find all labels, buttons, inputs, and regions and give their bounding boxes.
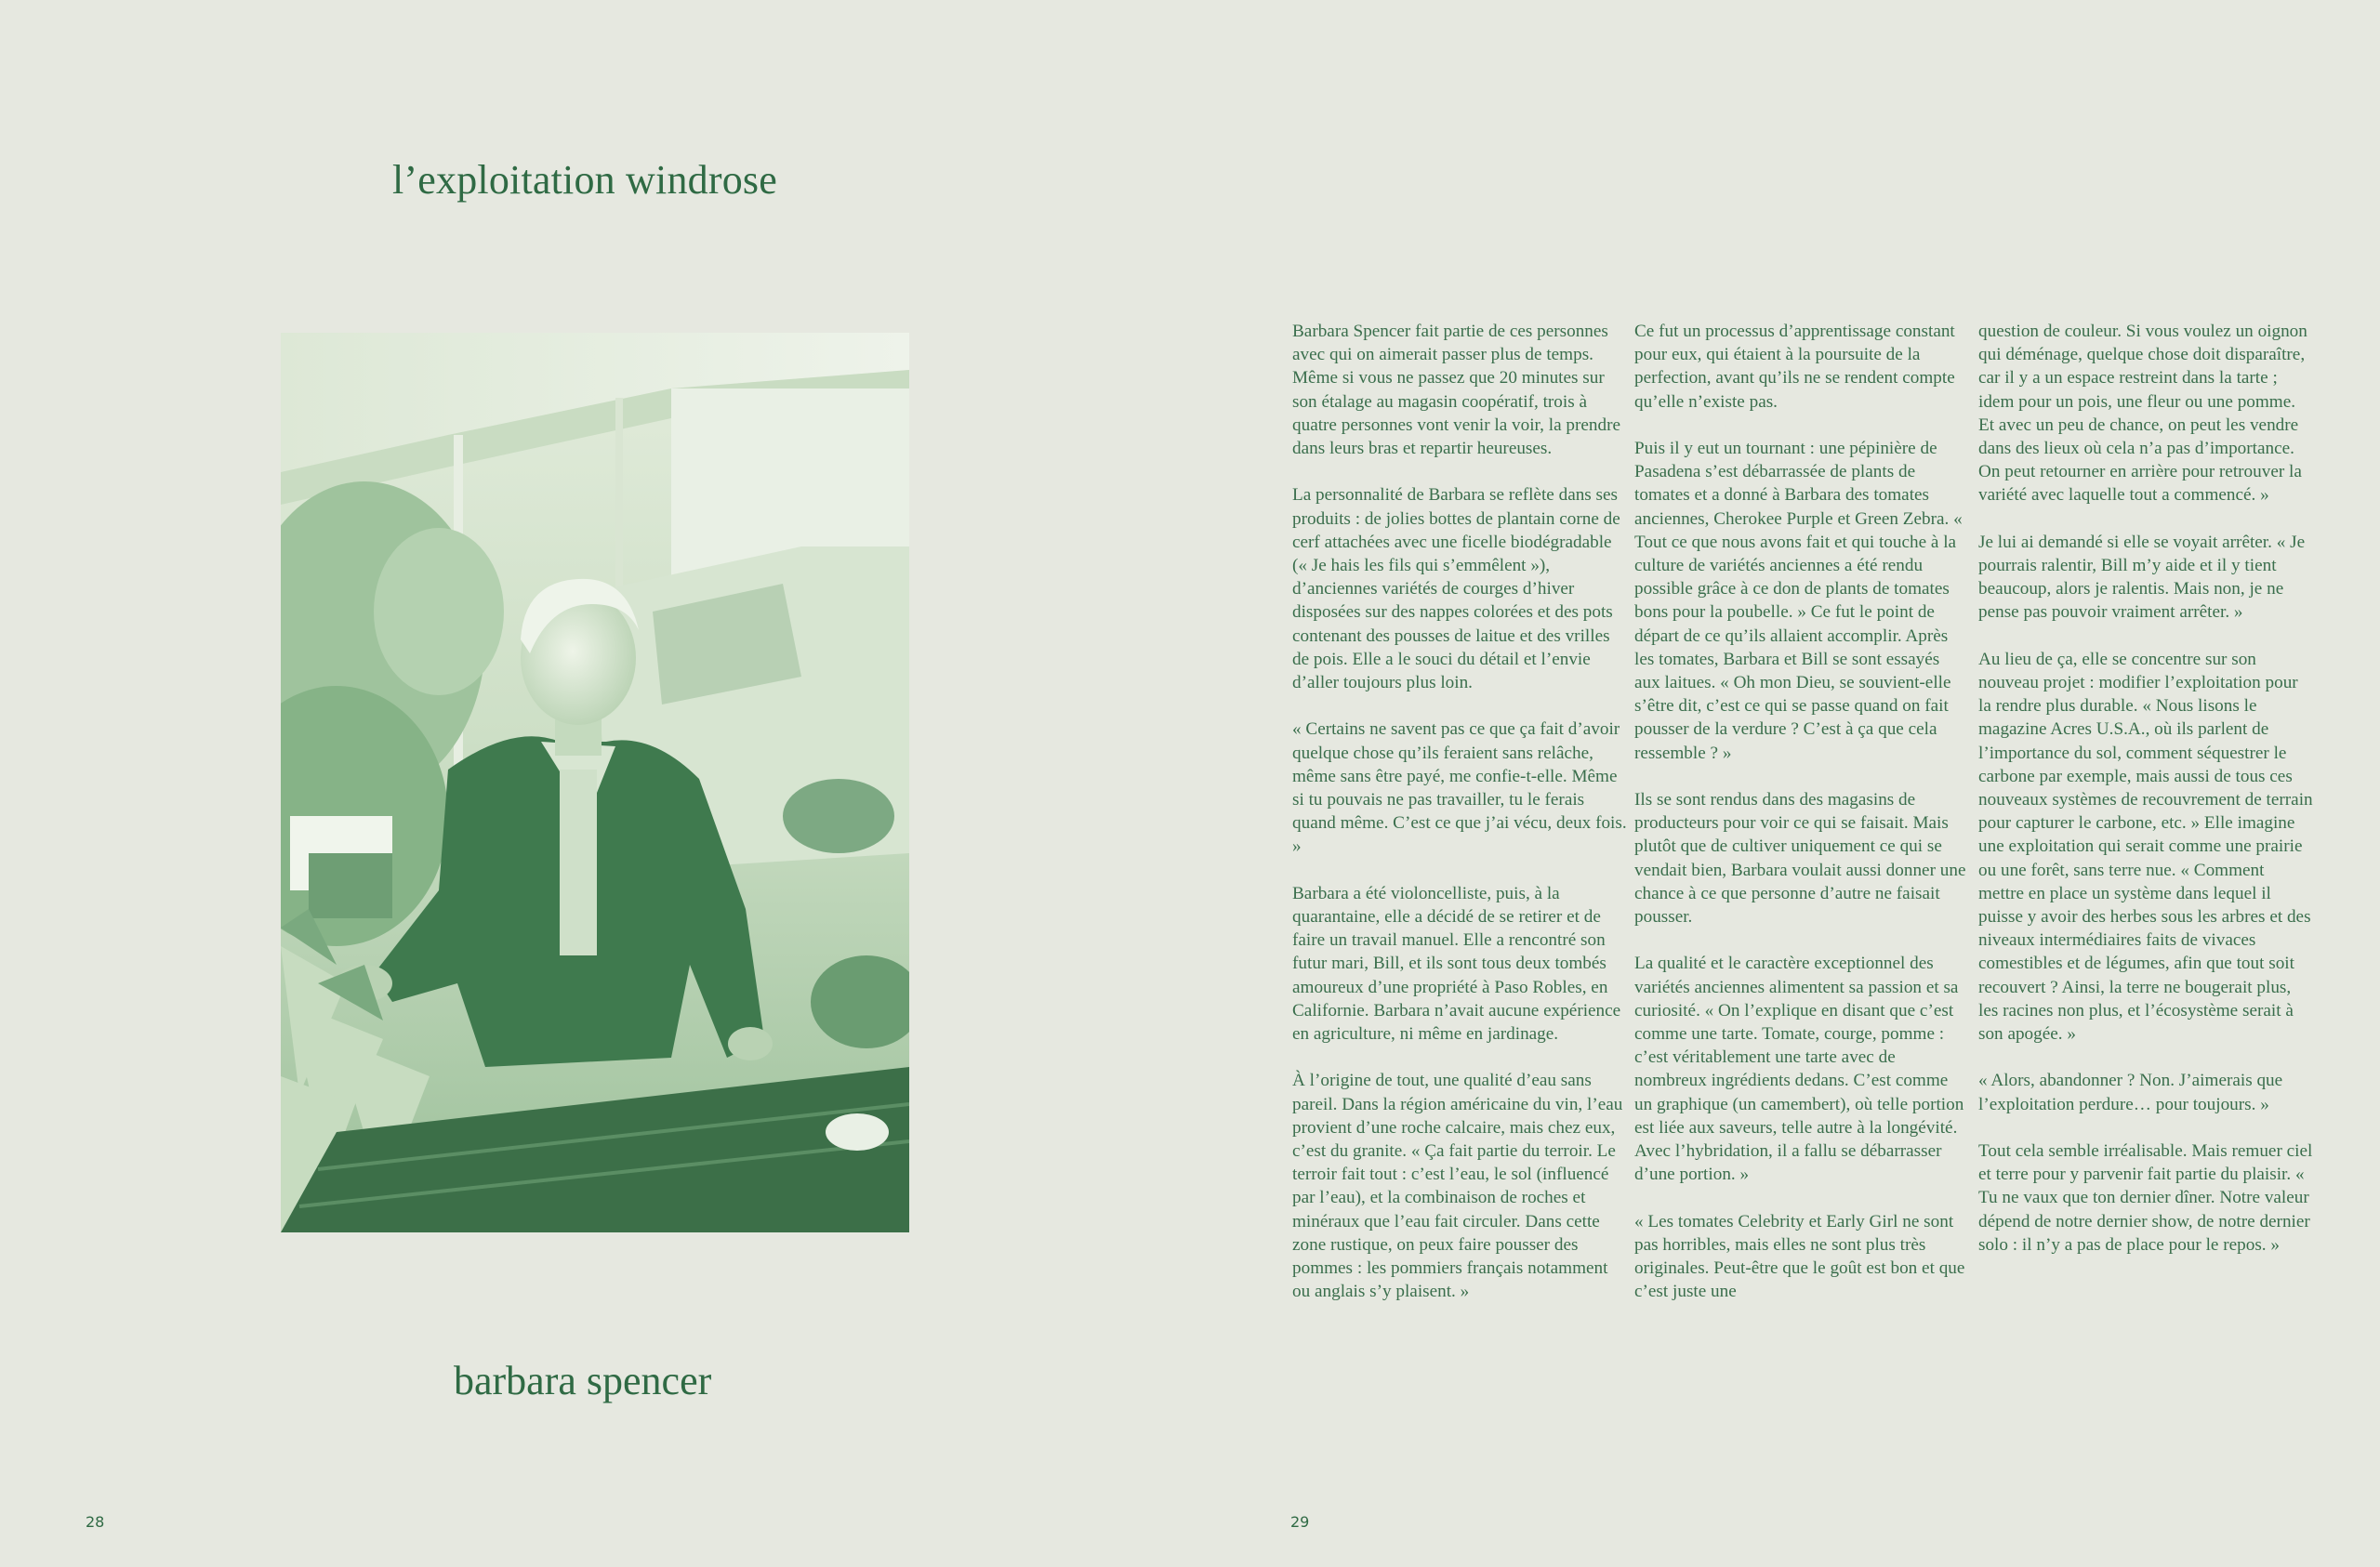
text-column-3 bbox=[1978, 320, 2313, 1257]
paragraph: « Certains ne savent pas ce que ça fait d’avoir quelque chose qu’ils feraient sans relâche, même sans être payé, me confie-t-elle. Même si tu pouvais ne pas travailler, tu le ferais quand même. C’est ce que j’ai vécu, deux fois. » bbox=[1292, 719, 1627, 857]
paragraph: Ils se sont rendus dans des magasins de producteurs pour voir ce qui se faisait. Mais plutôt que de cultiver uniquement ce qui se vendait bien, Barbara voulait aussi donner une chance à ce que personne d’autre ne faisait pousser. bbox=[1634, 790, 1966, 928]
paragraph: Puis il y eut un tournant : une pépinière de Pasadena s’est débarrassée de plants de tomates et a donné à Barbara des tomates anciennes, Cherokee Purple et Green Zebra. « Tout ce que nous avons fait et qui touche à la culture de variétés anciennes a été rendu possible grâce à ce don de plants de tomates bons pour la poubelle. » Ce fut le point de départ de ce qu’ils allaient accomplir. Après les tomates, Barbara et Bill se sont essayés aux laitues. « Oh mon Dieu, se souvient-elle s’être dit, c’est ce qui se passe quand on fait pousser de la verdure ? C’est à ça que cela ressemble ? » bbox=[1634, 439, 1963, 763]
paragraph: « Les tomates Celebrity et Early Girl ne sont pas horribles, mais elles ne sont plus très originales. Peut-être que le goût est bon et que c’est juste une bbox=[1634, 1211, 1965, 1302]
paragraph: Je lui ai demandé si elle se voyait arrêter. « Je pourrais ralentir, Bill m’y aide et il y tient beaucoup, alors je ralentis. Mais non, je ne pense pas pouvoir vraiment arrêter. » bbox=[1978, 532, 2306, 623]
text-column-1 bbox=[1292, 320, 1627, 1303]
paragraph: Barbara a été violoncelliste, puis, à la quarantaine, elle a décidé de se retirer et de faire un travail manuel. Elle a rencontré son futur mari, Bill, et ils sont tous deux tombés amoureux d’une propriété à Paso Robles, en Californie. Barbara n’avait aucune expérience en agriculture, ni même en jardinage. bbox=[1292, 883, 1621, 1045]
paragraph: La personnalité de Barbara se reflète dans ses produits : de jolies bottes de plantain corne de cerf attachées avec une ficelle biodégradable (« Je hais les fils qui s’emmêlent »), d’anciennes variétés de courges d’hiver disposées sur des nappes colorées et des pots contenant des pousses de laitue et des vrilles de pois. Elle a le souci du détail et l’envie d’aller toujours plus loin. bbox=[1292, 485, 1620, 693]
paragraph: À l’origine de tout, une qualité d’eau sans pareil. Dans la région américaine du vin, l’eau provient d’une roche calcaire, mais chez eux, c’est du granite. « Ça fait partie du terroir. Le terroir fait tout : c’est l’eau, le sol (influencé par l’eau), et la combinaison de roches et minéraux que l’eau fait circuler. Dans cette zone rustique, on peux faire pousser des pommes : les pommiers français notamment ou anglais s’y plaisent. » bbox=[1292, 1071, 1623, 1302]
paragraph: Ce fut un processus d’apprentissage constant pour eux, qui étaient à la poursuite de la perfection, avant qu’ils ne se rendent compte qu’elle n’existe pas. bbox=[1634, 322, 1955, 412]
paragraph: Barbara Spencer fait partie de ces personnes avec qui on aimerait passer plus de temps. Même si vous ne passez que 20 minutes sur son étalage au magasin coopératif, trois à quatre personnes vont venir la voir, la prendre dans leurs bras et repartir heureuses. bbox=[1292, 322, 1621, 459]
paragraph: Au lieu de ça, elle se concentre sur son nouveau projet : modifier l’exploitation pour la rendre plus durable. « Nous lisons le magazine Acres U.S.A., où ils parlent de l’importance du sol, comment séquestrer le carbone par exemple, mais aussi de tous ces nouveaux systèmes de recouvrement de terrain pour capturer le carbone, etc. » Elle imagine une exploitation qui serait comme une prairie ou une forêt, sans terre nue. « Comment mettre en place un système dans lequel il puisse y avoir des herbes sous les arbres et des niveaux intermédiaires faits de vivaces comestibles et de légumes, afin que tout soit recouvert ? Ainsi, la terre ne bougerait plus, les racines non plus, et l’écosystème serait à son apogée. » bbox=[1978, 649, 2313, 1045]
right-page bbox=[1190, 0, 2380, 1567]
page-number-right: 29 bbox=[1290, 1513, 1310, 1531]
text-column-2 bbox=[1634, 320, 1969, 1303]
portrait-photo-illustration bbox=[281, 333, 909, 1232]
paragraph: « Alors, abandonner ? Non. J’aimerais que l’exploitation perdure… pour toujours. » bbox=[1978, 1071, 2283, 1114]
paragraph: La qualité et le caractère exceptionnel des variétés anciennes alimentent sa passion et sa curiosité. « On l’explique en disant que c’est comme une tarte. Tomate, courge, pomme : c’est véritablement une tarte avec de nombreux ingrédients dedans. C’est comme un graphique (un camembert), où telle portion est liée aux saveurs, telle autre à la longévité. Avec l’hybridation, il a fallu se débarrasser d’une portion. » bbox=[1634, 954, 1964, 1185]
paragraph: Tout cela semble irréalisable. Mais remuer ciel et terre pour y parvenir fait partie du plaisir. « Tu ne vaux que ton dernier dîner. Notre valeur dépend de notre dernier show, de notre dernier solo : il n’y a pas de place pour le repos. » bbox=[1978, 1141, 2313, 1255]
paragraph: question de couleur. Si vous voulez un oignon qui déménage, quelque chose doit disparaître, car il y a un espace restreint dans la tarte ; idem pour un pois, une fleur ou une pomme. Et avec un peu de chance, on peut les vendre dans des lieux où cela n’a pas d’importance. On peut retourner en arrière pour retrouver la variété avec laquelle tout a commencé. » bbox=[1978, 322, 2307, 506]
subject-name: barbara spencer bbox=[454, 1358, 712, 1403]
article-title: l’exploitation windrose bbox=[392, 157, 777, 203]
portrait-photo bbox=[281, 333, 909, 1232]
page-number-left: 28 bbox=[86, 1513, 105, 1531]
